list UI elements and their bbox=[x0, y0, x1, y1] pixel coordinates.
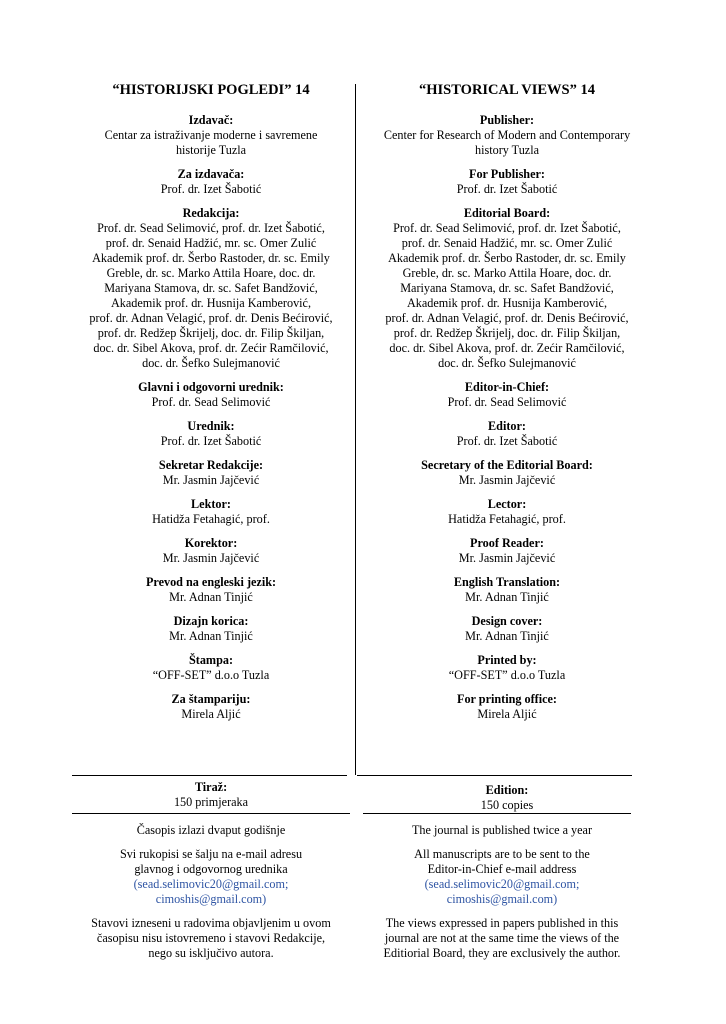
edition-value-en: 150 copies bbox=[480, 798, 534, 812]
imprint-section-bs bbox=[67, 692, 355, 722]
section-line-en: Prof. dr. Izet Šabotić bbox=[456, 434, 558, 448]
section-line-en: Mr. Jasmin Jajčević bbox=[458, 551, 556, 565]
section-label-bs: Dizajn korica: bbox=[173, 614, 249, 628]
section-label-bs: Redakcija: bbox=[182, 206, 240, 220]
section-line-bs: doc. dr. Šefko Sulejmanović bbox=[142, 356, 280, 370]
imprint-section-en bbox=[363, 575, 651, 605]
section-line-en: “OFF-SET” d.o.o Tuzla bbox=[448, 668, 566, 682]
section-line-bs: Prof. dr. Izet Šabotić bbox=[160, 182, 262, 196]
section-label-bs: Štampa: bbox=[188, 653, 233, 667]
manuscripts-line-2-en: Editor-in-Chief e-mail address bbox=[427, 862, 577, 876]
imprint-section-bs bbox=[67, 536, 355, 566]
edition-rule-bottom-left bbox=[72, 813, 350, 814]
imprint-section-en bbox=[363, 419, 651, 449]
section-line-en: prof. dr. Redžep Škrijelj, doc. dr. Filip Škiljan, bbox=[393, 326, 621, 340]
imprint-section-en bbox=[363, 536, 651, 566]
edition-label-en: Edition: bbox=[485, 783, 529, 797]
section-line-en: Akademik prof. dr. Husnija Kamberović, bbox=[406, 296, 608, 310]
manuscripts-line-1-bs: Svi rukopisi se šalju na e-mail adresu bbox=[119, 847, 303, 861]
section-line-en: Prof. dr. Izet Šabotić bbox=[456, 182, 558, 196]
imprint-sections-en bbox=[363, 113, 651, 722]
section-line-bs: historije Tuzla bbox=[175, 143, 247, 157]
imprint-section-bs bbox=[67, 167, 355, 197]
section-line-en: prof. dr. Senaid Hadžić, mr. sc. Omer Zulić bbox=[401, 236, 613, 250]
section-line-en: prof. dr. Adnan Velagić, prof. dr. Denis Bećirović, bbox=[385, 311, 629, 325]
imprint-section-bs bbox=[67, 380, 355, 410]
imprint-section-bs bbox=[67, 653, 355, 683]
section-line-bs: doc. dr. Sibel Akova, prof. dr. Zećir Ramčilović, bbox=[93, 341, 329, 355]
email-link-1-en[interactable]: (sead.selimovic20@gmail.com; bbox=[424, 877, 580, 891]
frequency-note-en: The journal is published twice a year bbox=[411, 823, 593, 837]
section-line-bs: prof. dr. Adnan Velagić, prof. dr. Denis Bećirović, bbox=[89, 311, 333, 325]
section-line-bs: Mirela Aljić bbox=[181, 707, 241, 721]
section-label-bs: Izdavač: bbox=[188, 113, 234, 127]
section-line-bs: Mr. Adnan Tinjić bbox=[169, 590, 253, 604]
section-label-bs: Za izdavača: bbox=[177, 167, 245, 181]
email-link-2-en[interactable]: cimoshis@gmail.com) bbox=[446, 892, 558, 906]
notes-en bbox=[363, 823, 641, 970]
disclaimer-line-2-en: journal are not at the same time the views of the bbox=[384, 931, 620, 945]
section-line-bs: Mr. Jasmin Jajčević bbox=[162, 551, 260, 565]
imprint-section-en bbox=[363, 653, 651, 683]
section-label-bs: Sekretar Redakcije: bbox=[158, 458, 264, 472]
section-label-bs: Prevod na engleski jezik: bbox=[145, 575, 277, 589]
section-label-en: English Translation: bbox=[453, 575, 561, 589]
section-label-en: Editorial Board: bbox=[463, 206, 551, 220]
imprint-section-bs bbox=[67, 458, 355, 488]
imprint-section-bs bbox=[67, 614, 355, 644]
section-line-en: Mr. Adnan Tinjić bbox=[465, 629, 549, 643]
section-label-en: Editor: bbox=[488, 419, 526, 433]
imprint-section-en bbox=[363, 692, 651, 722]
section-label-bs: Za štampariju: bbox=[171, 692, 251, 706]
section-label-en: Editor-in-Chief: bbox=[464, 380, 550, 394]
section-label-en: Lector: bbox=[487, 497, 527, 511]
disclaimer-line-3-bs: nego su isključivo autora. bbox=[148, 946, 274, 960]
section-line-en: Mariyana Stamova, dr. sc. Safet Bandžović, bbox=[400, 281, 614, 295]
imprint-section-en bbox=[363, 497, 651, 527]
imprint-section-bs bbox=[67, 419, 355, 449]
english-column bbox=[363, 82, 651, 731]
disclaimer-line-1-en: The views expressed in papers published in this bbox=[385, 916, 619, 930]
frequency-note-bs: Časopis izlazi dvaput godišnje bbox=[136, 823, 286, 837]
section-line-en: Mirela Aljić bbox=[477, 707, 537, 721]
manuscripts-note-bs bbox=[71, 847, 351, 907]
section-line-en: Prof. dr. Sead Selimović, prof. dr. Izet Šabotić, bbox=[393, 221, 621, 235]
section-line-en: doc. dr. Šefko Sulejmanović bbox=[438, 356, 576, 370]
disclaimer-line-3-en: Editiorial Board, they are exclusively the author. bbox=[383, 946, 621, 960]
section-label-bs: Lektor: bbox=[191, 497, 231, 511]
section-line-bs: prof. dr. Senaid Hadžić, mr. sc. Omer Zulić bbox=[105, 236, 317, 250]
journal-title-en: “HISTORICAL VIEWS” 14 bbox=[419, 82, 595, 98]
section-line-en: Mr. Adnan Tinjić bbox=[465, 590, 549, 604]
section-line-bs: Akademik prof. dr. Šerbo Rastoder, dr. sc. Emily bbox=[92, 251, 330, 265]
section-line-bs: Mr. Adnan Tinjić bbox=[169, 629, 253, 643]
section-line-en: Prof. dr. Sead Selimović bbox=[447, 395, 567, 409]
section-line-bs: Centar za istraživanje moderne i savremene bbox=[104, 128, 318, 142]
section-line-bs: Akademik prof. dr. Husnija Kamberović, bbox=[110, 296, 312, 310]
section-label-en: Printed by: bbox=[477, 653, 537, 667]
disclaimer-line-1-bs: Stavovi izneseni u radovima objavljenim u ovom bbox=[91, 916, 331, 930]
section-line-en: Mr. Jasmin Jajčević bbox=[458, 473, 556, 487]
imprint-section-bs bbox=[67, 206, 355, 371]
imprint-section-bs bbox=[67, 113, 355, 158]
section-label-en: Publisher: bbox=[479, 113, 535, 127]
section-line-bs: Prof. dr. Izet Šabotić bbox=[160, 434, 262, 448]
edition-block-en bbox=[363, 783, 651, 813]
imprint-section-bs bbox=[67, 575, 355, 605]
section-label-en: Proof Reader: bbox=[470, 536, 544, 550]
journal-title-bs: “HISTORIJSKI POGLEDI” 14 bbox=[112, 82, 310, 98]
section-line-bs: Hatidža Fetahagić, prof. bbox=[152, 512, 270, 526]
section-line-bs: Prof. dr. Sead Selimović, prof. dr. Izet Šabotić, bbox=[97, 221, 325, 235]
disclaimer-bs bbox=[71, 916, 351, 961]
email-link-1-bs[interactable]: (sead.selimovic20@gmail.com; bbox=[133, 877, 289, 891]
section-label-en: Secretary of the Editorial Board: bbox=[421, 458, 593, 472]
imprint-section-en bbox=[363, 380, 651, 410]
manuscripts-line-1-en: All manuscripts are to be sent to the bbox=[414, 847, 590, 861]
imprint-section-en bbox=[363, 614, 651, 644]
section-label-en: For printing office: bbox=[457, 692, 557, 706]
disclaimer-line-2-bs: časopisu nisu istovremeno i stavovi Redakcije, bbox=[96, 931, 326, 945]
section-line-bs: “OFF-SET” d.o.o Tuzla bbox=[152, 668, 270, 682]
edition-rule-top-left bbox=[72, 775, 347, 776]
manuscripts-line-2-bs: glavnog i odgovornog urednika bbox=[134, 862, 288, 876]
section-line-en: doc. dr. Sibel Akova, prof. dr. Zećir Ramčilović, bbox=[389, 341, 625, 355]
imprint-section-en bbox=[363, 206, 651, 371]
edition-block-bs bbox=[67, 780, 355, 810]
section-line-bs: prof. dr. Redžep Škrijelj, doc. dr. Filip Škiljan, bbox=[97, 326, 325, 340]
section-line-bs: Mr. Jasmin Jajčević bbox=[162, 473, 260, 487]
section-line-en: Hatidža Fetahagić, prof. bbox=[448, 512, 566, 526]
section-label-bs: Glavni i odgovorni urednik: bbox=[138, 380, 284, 394]
imprint-section-bs bbox=[67, 497, 355, 527]
notes-bs bbox=[71, 823, 351, 970]
section-line-en: Center for Research of Modern and Contemporary bbox=[383, 128, 631, 142]
section-line-en: Akademik prof. dr. Šerbo Rastoder, dr. sc. Emily bbox=[388, 251, 626, 265]
edition-rule-top-right bbox=[357, 775, 632, 776]
edition-label-bs: Tiraž: bbox=[194, 780, 228, 794]
section-label-en: For Publisher: bbox=[469, 167, 545, 181]
imprint-section-en bbox=[363, 113, 651, 158]
section-label-bs: Korektor: bbox=[184, 536, 238, 550]
section-label-en: Design cover: bbox=[471, 614, 543, 628]
manuscripts-note-en bbox=[363, 847, 641, 907]
section-line-bs: Mariyana Stamova, dr. sc. Safet Bandžović, bbox=[104, 281, 318, 295]
edition-value-bs: 150 primjeraka bbox=[173, 795, 249, 809]
disclaimer-en bbox=[363, 916, 641, 961]
section-line-bs: Prof. dr. Sead Selimović bbox=[151, 395, 271, 409]
bosnian-column bbox=[67, 82, 355, 731]
section-line-en: history Tuzla bbox=[475, 143, 539, 157]
email-link-2-bs[interactable]: cimoshis@gmail.com) bbox=[155, 892, 267, 906]
section-line-bs: Greble, dr. sc. Marko Attila Hoare, doc. dr. bbox=[106, 266, 316, 280]
section-line-en: Greble, dr. sc. Marko Attila Hoare, doc. dr. bbox=[402, 266, 612, 280]
imprint-sections-bs bbox=[67, 113, 355, 722]
column-divider bbox=[355, 84, 356, 775]
imprint-section-en bbox=[363, 458, 651, 488]
edition-rule-bottom-right bbox=[363, 813, 631, 814]
imprint-section-en bbox=[363, 167, 651, 197]
section-label-bs: Urednik: bbox=[187, 419, 235, 433]
